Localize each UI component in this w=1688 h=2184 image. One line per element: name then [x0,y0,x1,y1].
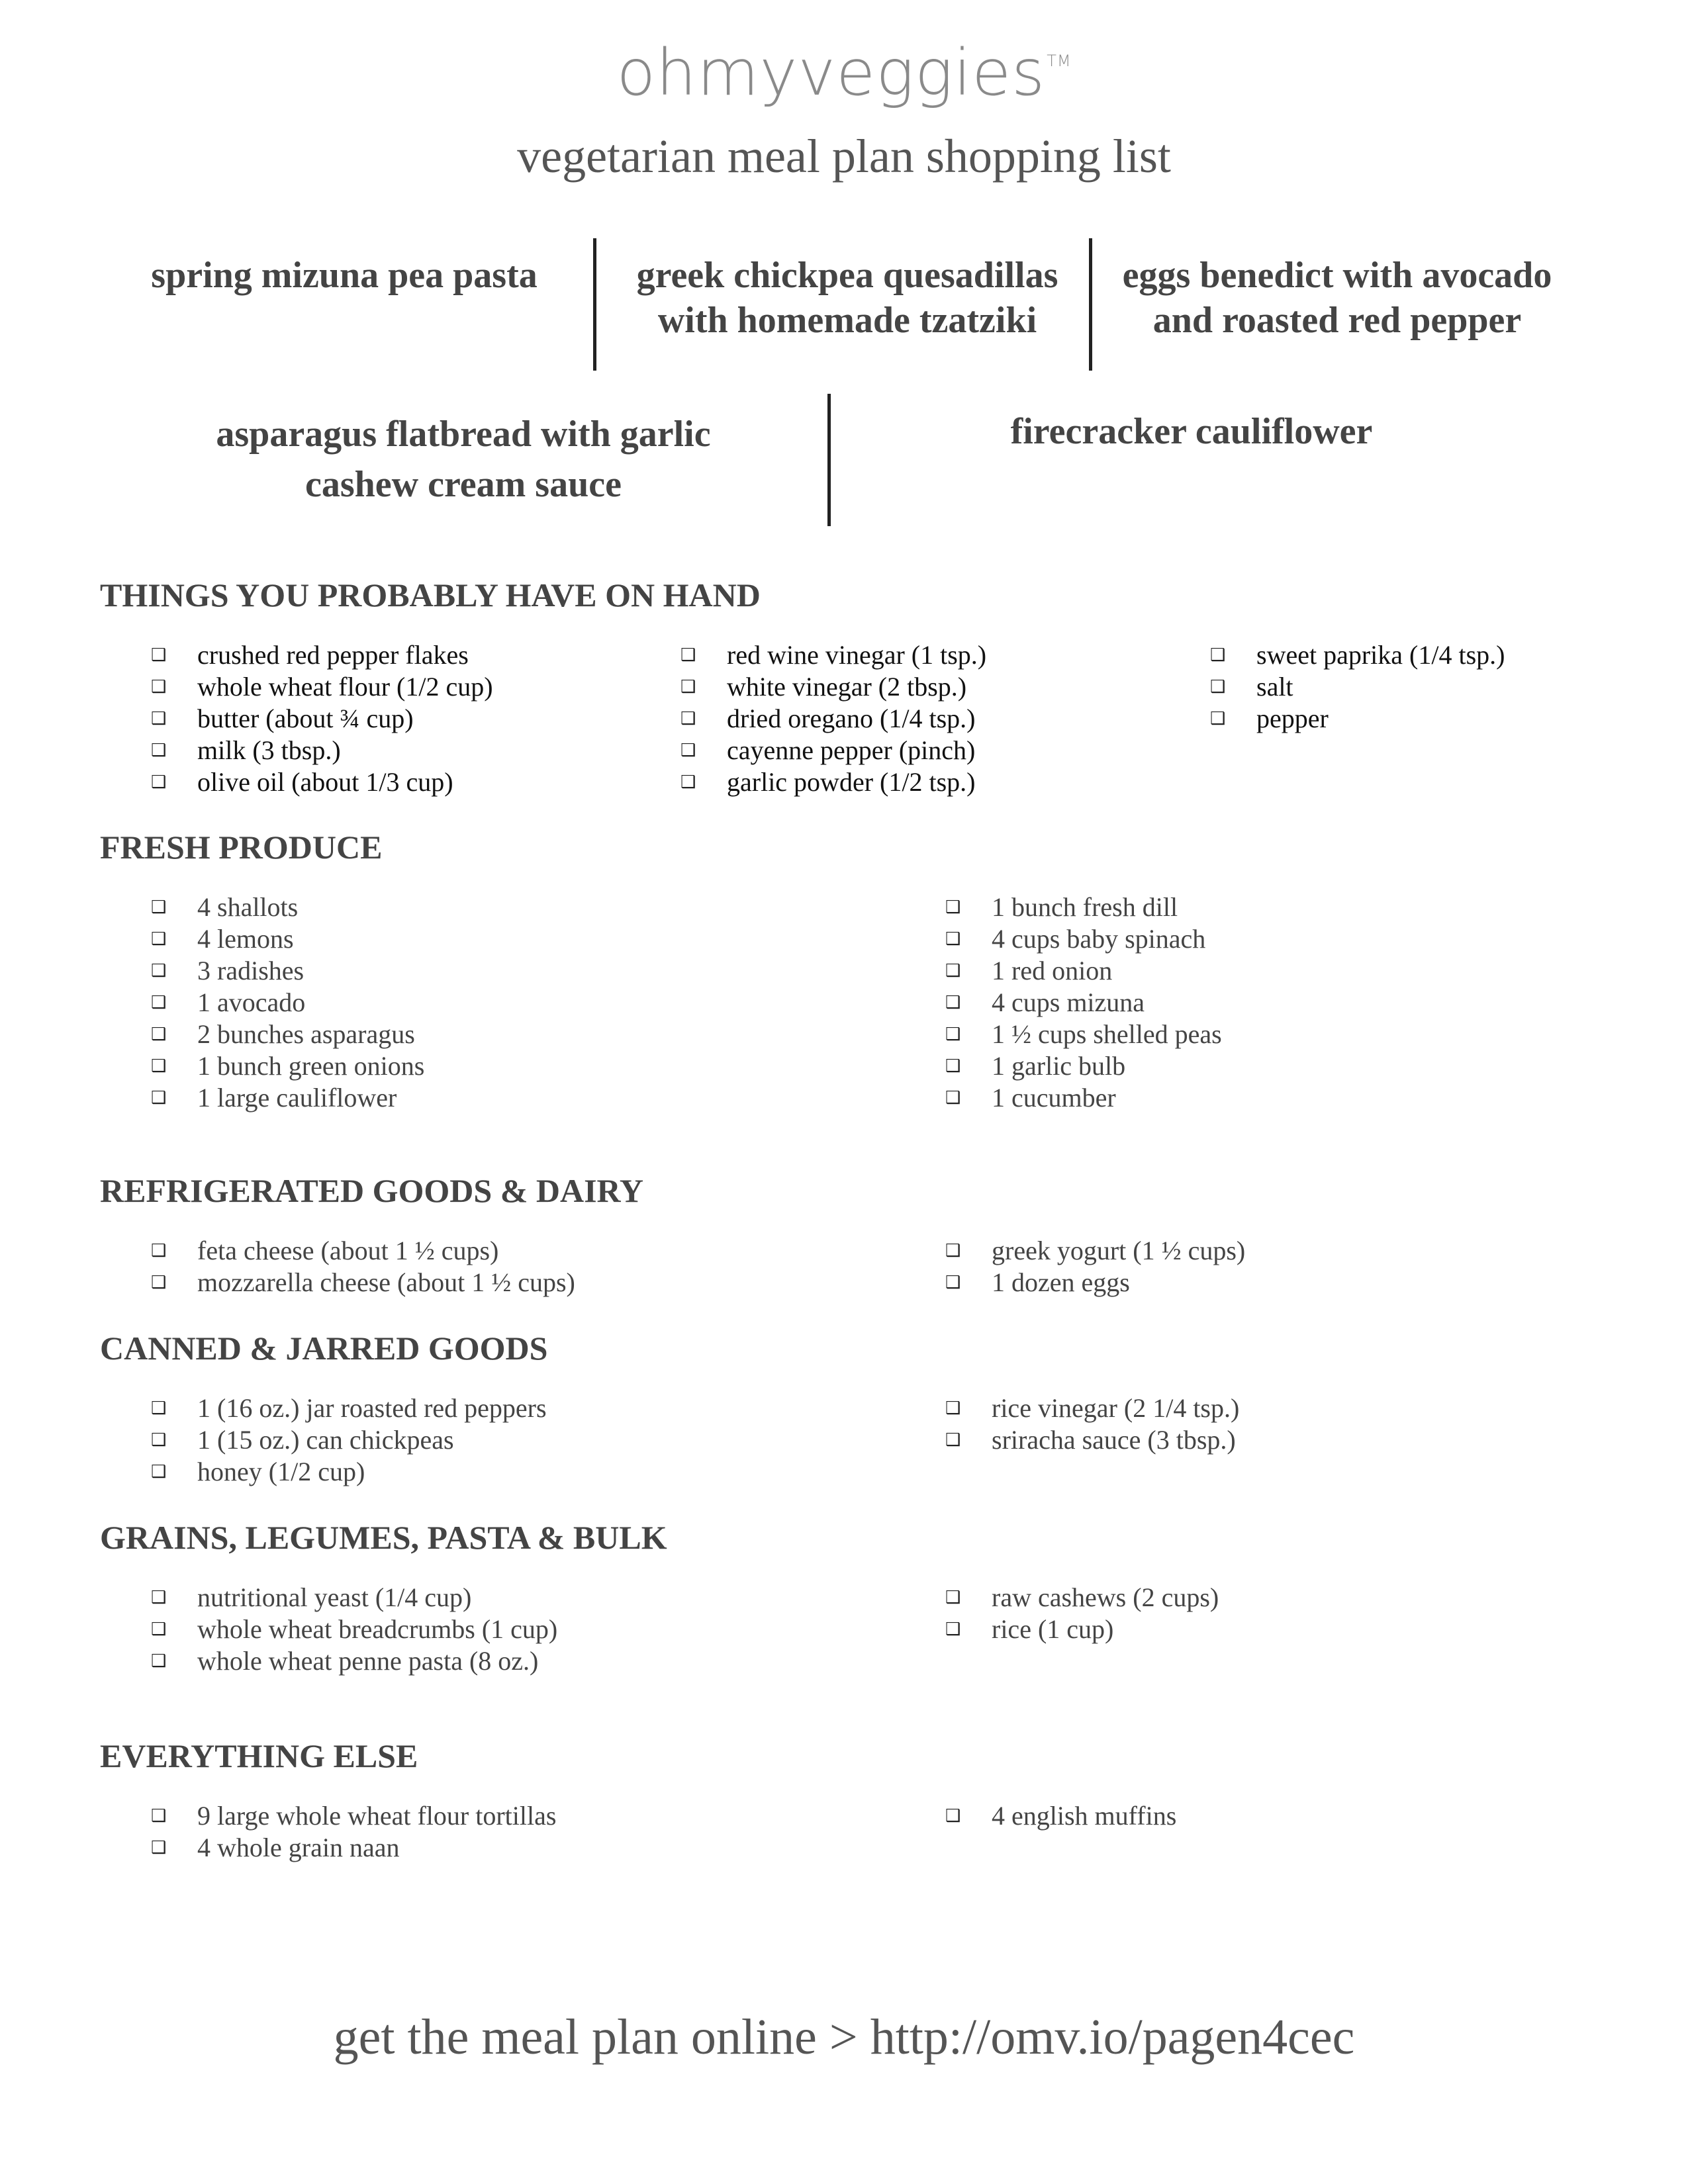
checkbox-icon[interactable]: ❑ [151,1651,167,1671]
checkbox-icon[interactable]: ❑ [945,1430,961,1450]
recipe-title-line: and roasted red pepper [1152,300,1522,341]
checkbox-icon[interactable]: ❑ [945,993,961,1013]
item-label: cayenne pepper (pinch) [727,735,976,765]
item-label: whole wheat flour (1/2 cup) [197,672,493,702]
recipe-title-3 [1099,253,1575,343]
item-label: 9 large whole wheat flour tortillas [197,1801,557,1831]
checkbox-icon[interactable]: ❑ [945,1088,961,1108]
item-label: dried oregano (1/4 tsp.) [727,704,976,733]
item-label: honey (1/2 cup) [197,1457,365,1486]
list-item [151,1050,424,1082]
list-item [945,987,1222,1019]
list-item [151,639,493,671]
checkbox-icon[interactable]: ❑ [151,1398,167,1418]
list-item [151,1392,547,1424]
checkbox-icon[interactable]: ❑ [151,772,167,792]
checkbox-icon[interactable]: ❑ [151,1838,167,1858]
item-label: olive oil (about 1/3 cup) [197,767,453,797]
list-item [945,955,1222,987]
checkbox-icon[interactable]: ❑ [680,709,696,729]
checkbox-icon[interactable]: ❑ [680,772,696,792]
item-label: 1 (16 oz.) jar roasted red peppers [197,1393,547,1423]
checkbox-icon[interactable]: ❑ [151,1056,167,1076]
list-item [1210,639,1505,671]
else-list-2 [945,1800,1176,1832]
list-item [680,735,986,766]
list-item [945,1267,1245,1298]
item-label: sweet paprika (1/4 tsp.) [1256,640,1505,670]
canned-list-2 [945,1392,1239,1456]
list-item [945,1424,1239,1456]
item-label: 1 bunch fresh dill [992,892,1178,922]
recipe-title-1 [132,253,556,298]
list-item [151,1235,575,1267]
recipe-title-line: greek chickpea quesadillas [636,255,1058,296]
checkbox-icon[interactable]: ❑ [151,1273,167,1293]
checkbox-icon[interactable]: ❑ [151,645,167,665]
checkbox-icon[interactable]: ❑ [151,677,167,697]
list-item [151,923,424,955]
list-item [945,1392,1239,1424]
grains-list-2 [945,1582,1219,1645]
item-label: 1 avocado [197,987,306,1017]
list-item [945,1082,1222,1114]
list-item [945,1614,1219,1645]
checkbox-icon[interactable]: ❑ [945,929,961,949]
list-item [151,955,424,987]
checkbox-icon[interactable]: ❑ [151,1430,167,1450]
list-item [151,1019,424,1050]
checkbox-icon[interactable]: ❑ [1210,645,1226,665]
item-label: 1 bunch green onions [197,1051,425,1081]
checkbox-icon[interactable]: ❑ [151,1619,167,1639]
item-label: feta cheese (about 1 ½ cups) [197,1236,499,1265]
recipe-title-line: firecracker cauliflower [1010,411,1373,452]
list-item [945,1235,1245,1267]
item-label: pepper [1256,704,1329,733]
recipe-title-2 [602,253,1092,343]
checkbox-icon[interactable]: ❑ [151,709,167,729]
produce-list-2 [945,891,1222,1114]
footer-link-text[interactable]: get the meal plan online > http://omv.io/pagen4cec [333,2009,1355,2065]
divider [593,238,596,371]
section-title-grains: GRAINS, LEGUMES, PASTA & BULK [100,1519,667,1556]
item-label: 4 english muffins [992,1801,1177,1831]
item-label: 3 radishes [197,956,305,985]
list-item [680,703,986,735]
section-title-on-hand: THINGS YOU PROBABLY HAVE ON HAND [100,576,761,614]
item-label: 1 garlic bulb [992,1051,1126,1081]
divider [1089,238,1092,371]
recipe-title-4 [152,409,774,510]
on-hand-list-2 [680,639,986,798]
list-item [151,1832,556,1864]
item-label: whole wheat breadcrumbs (1 cup) [197,1614,558,1644]
item-label: 1 large cauliflower [197,1083,397,1113]
list-item [680,766,986,798]
item-label: 1 (15 oz.) can chickpeas [197,1425,454,1455]
item-label: red wine vinegar (1 tsp.) [727,640,987,670]
list-item [151,766,493,798]
else-list-1 [151,1800,556,1864]
list-item [151,1456,547,1488]
checkbox-icon[interactable]: ❑ [151,929,167,949]
item-label: 2 bunches asparagus [197,1019,415,1049]
on-hand-list-3 [1210,639,1505,735]
recipe-title-line: eggs benedict with avocado [1122,255,1552,296]
item-label: garlic powder (1/2 tsp.) [727,767,976,797]
item-label: 4 shallots [197,892,299,922]
section-title-dairy: REFRIGERATED GOODS & DAIRY [100,1172,643,1209]
item-label: 4 cups baby spinach [992,924,1206,954]
on-hand-list-1 [151,639,493,798]
trademark-mark: TM [1047,52,1072,70]
brand-logo [0,36,1688,110]
item-label: mozzarella cheese (about 1 ½ cups) [197,1267,575,1297]
list-item [1210,671,1505,703]
checkbox-icon[interactable]: ❑ [151,961,167,981]
item-label: 4 cups mizuna [992,987,1145,1017]
checkbox-icon[interactable]: ❑ [680,645,696,665]
list-item [151,1082,424,1114]
item-label: 1 ½ cups shelled peas [992,1019,1222,1049]
section-title-produce: FRESH PRODUCE [100,829,383,866]
checkbox-icon[interactable]: ❑ [680,677,696,697]
list-item [151,891,424,923]
recipe-title-line: asparagus flatbread with garlic [216,414,711,455]
checkbox-icon[interactable]: ❑ [945,897,961,917]
item-label: greek yogurt (1 ½ cups) [992,1236,1246,1265]
list-item [151,1614,557,1645]
checkbox-icon[interactable]: ❑ [151,741,167,760]
list-item [151,671,493,703]
list-item [151,735,493,766]
list-item [151,1424,547,1456]
checkbox-icon[interactable]: ❑ [945,1273,961,1293]
checkbox-icon[interactable]: ❑ [151,1088,167,1108]
item-label: rice vinegar (2 1/4 tsp.) [992,1393,1240,1423]
grains-list-1 [151,1582,557,1677]
brand-logo-text: ohmyveggies [616,36,1046,110]
checkbox-icon[interactable]: ❑ [1210,677,1226,697]
list-item [151,1645,557,1677]
checkbox-icon[interactable]: ❑ [151,1241,167,1261]
recipe-title-line: spring mizuna pea pasta [151,255,538,296]
item-label: 1 cucumber [992,1083,1116,1113]
checkbox-icon[interactable]: ❑ [151,1806,167,1826]
item-label: whole wheat penne pasta (8 oz.) [197,1646,539,1676]
divider [827,394,831,526]
item-label: white vinegar (2 tbsp.) [727,672,967,702]
checkbox-icon[interactable]: ❑ [151,1462,167,1482]
list-item [151,703,493,735]
item-label: salt [1256,672,1293,702]
item-label: sriracha sauce (3 tbsp.) [992,1425,1236,1455]
list-item [151,1582,557,1614]
checkbox-icon[interactable]: ❑ [680,741,696,760]
item-label: 1 red onion [992,956,1113,985]
checkbox-icon[interactable]: ❑ [945,1241,961,1261]
checkbox-icon[interactable]: ❑ [1210,709,1226,729]
list-item [151,987,424,1019]
checkbox-icon[interactable]: ❑ [945,1024,961,1044]
list-item [680,671,986,703]
checkbox-icon[interactable]: ❑ [945,961,961,981]
checkbox-icon[interactable]: ❑ [151,897,167,917]
item-label: 4 whole grain naan [197,1833,400,1862]
recipe-title-line: cashew cream sauce [305,464,622,505]
item-label: 4 lemons [197,924,294,954]
list-item [945,1050,1222,1082]
item-label: butter (about ¾ cup) [197,704,414,733]
list-item [1210,703,1505,735]
checkbox-icon[interactable]: ❑ [945,1619,961,1639]
produce-list-1 [151,891,424,1114]
list-item [945,923,1222,955]
recipe-title-line: with homemade tzatziki [657,300,1037,341]
list-item [945,1582,1219,1614]
list-item [945,891,1222,923]
page-title: vegetarian meal plan shopping list [517,130,1171,183]
section-title-else: EVERYTHING ELSE [100,1737,418,1774]
list-item [151,1267,575,1298]
list-item [945,1800,1176,1832]
list-item [680,639,986,671]
checkbox-icon[interactable]: ❑ [151,993,167,1013]
checkbox-icon[interactable]: ❑ [151,1024,167,1044]
checkbox-icon[interactable]: ❑ [151,1588,167,1608]
item-label: 1 dozen eggs [992,1267,1130,1297]
checkbox-icon[interactable]: ❑ [945,1056,961,1076]
item-label: crushed red pepper flakes [197,640,469,670]
canned-list-1 [151,1392,547,1488]
item-label: rice (1 cup) [992,1614,1114,1644]
section-title-canned: CANNED & JARRED GOODS [100,1330,548,1367]
checkbox-icon[interactable]: ❑ [945,1806,961,1826]
list-item [151,1800,556,1832]
item-label: nutritional yeast (1/4 cup) [197,1582,472,1612]
item-label: raw cashews (2 cups) [992,1582,1219,1612]
dairy-list-2 [945,1235,1245,1298]
recipe-title-5 [927,409,1456,454]
list-item [945,1019,1222,1050]
checkbox-icon[interactable]: ❑ [945,1398,961,1418]
dairy-list-1 [151,1235,575,1298]
item-label: milk (3 tbsp.) [197,735,341,765]
checkbox-icon[interactable]: ❑ [945,1588,961,1608]
